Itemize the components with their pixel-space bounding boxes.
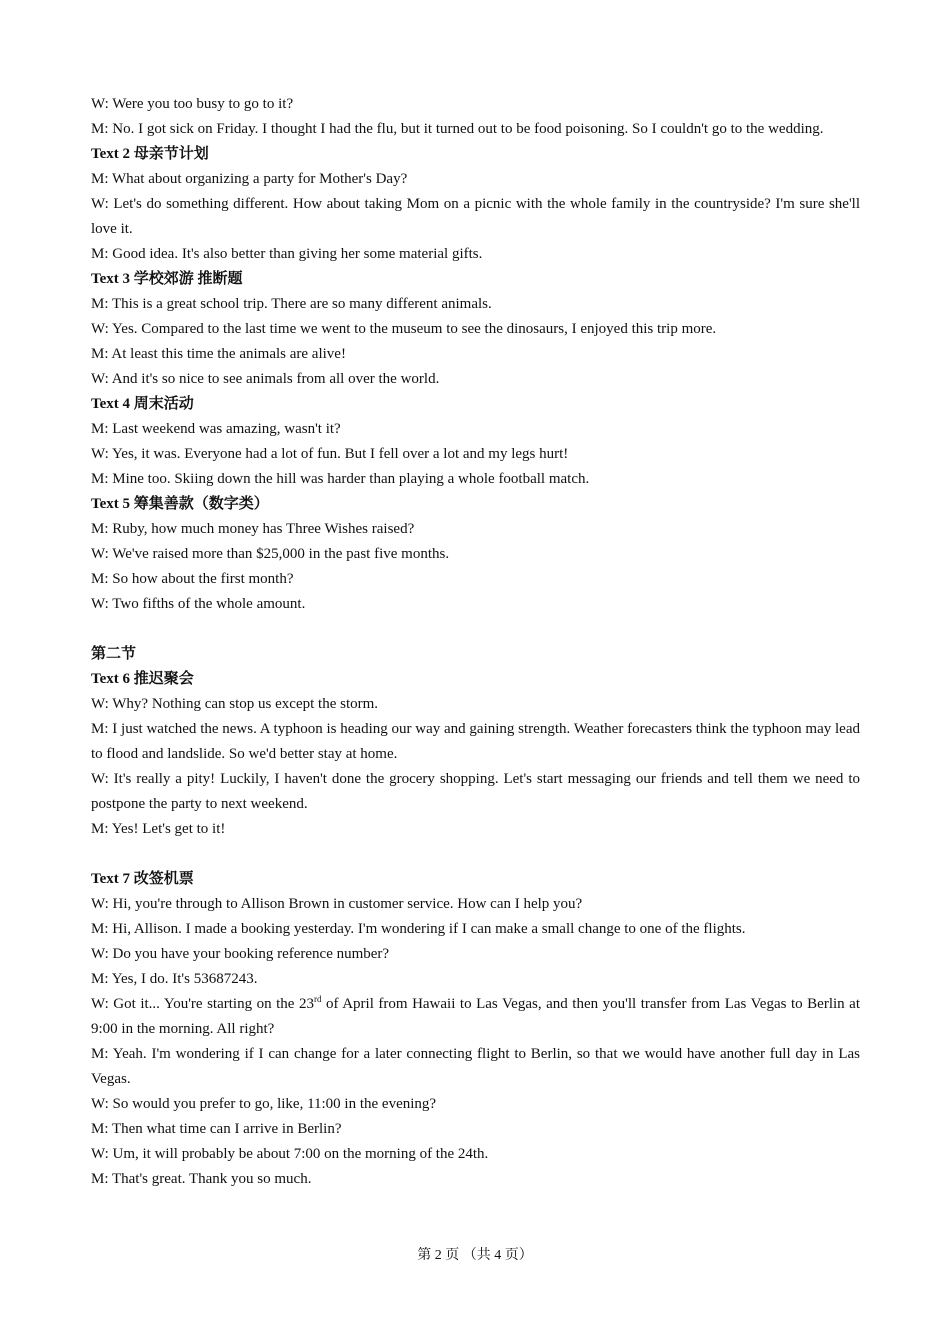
text2-heading: Text 2 母亲节计划 xyxy=(91,146,209,162)
blank-line xyxy=(91,842,860,867)
dialogue-line: M: Last weekend was amazing, wasn't it? xyxy=(91,421,341,437)
dialogue-line: W: Two fifths of the whole amount. xyxy=(91,596,306,612)
dialogue-line: M: Yes, I do. It's 53687243. xyxy=(91,971,258,987)
dialogue-line: W: Why? Nothing can stop us except the storm. xyxy=(91,696,379,712)
dialogue-line: W: And it's so nice to see animals from all over the world. xyxy=(91,371,440,387)
line-text: of April from Hawaii to Las Vegas, and then you'll transfer from Las Vegas to Berlin at 9:00 in the morning. All right? xyxy=(91,996,861,1037)
text4-heading: Text 4 周末活动 xyxy=(91,396,194,412)
dialogue-line: W: We've raised more than $25,000 in the past five months. xyxy=(91,546,450,562)
dialogue-line xyxy=(91,992,860,1042)
text7-heading: Text 7 改签机票 xyxy=(91,871,194,887)
dialogue-line: W: It's really a pity! Luckily, I haven't done the grocery shopping. Let's start messaging our friends and tell them we need to postpone the party to next weekend. xyxy=(91,771,860,812)
dialogue-line: W: Yes, it was. Everyone had a lot of fun. But I fell over a lot and my legs hurt! xyxy=(91,446,569,462)
dialogue-line: M: No. I got sick on Friday. I thought I had the flu, but it turned out to be food poisoning. So I couldn't go to the wedding. xyxy=(91,121,824,137)
dialogue-line: M: Ruby, how much money has Three Wishes raised? xyxy=(91,521,415,537)
dialogue-line: M: Yeah. I'm wondering if I can change for a later connecting flight to Berlin, so that we would have another full day in Las Vegas. xyxy=(91,1046,860,1087)
dialogue-line: W: Do you have your booking reference number? xyxy=(91,946,390,962)
dialogue-line: M: What about organizing a party for Mother's Day? xyxy=(91,171,408,187)
dialogue-line: W: Um, it will probably be about 7:00 on the morning of the 24th. xyxy=(91,1146,489,1162)
line-text: W: Got it... You're starting on the 23 xyxy=(91,996,314,1012)
dialogue-line: W: Let's do something different. How about taking Mom on a picnic with the whole family in the countryside? I'm sure she'll love it. xyxy=(91,196,860,237)
transcript-page xyxy=(91,92,860,1192)
dialogue-line: M: So how about the first month? xyxy=(91,571,294,587)
dialogue-line: M: Hi, Allison. I made a booking yesterday. I'm wondering if I can make a small change to one of the flights. xyxy=(91,921,746,937)
dialogue-line: M: At least this time the animals are alive! xyxy=(91,346,346,362)
dialogue-line: W: Yes. Compared to the last time we went to the museum to see the dinosaurs, I enjoyed this trip more. xyxy=(91,321,717,337)
dialogue-line: W: Were you too busy to go to it? xyxy=(91,96,294,112)
dialogue-line: M: This is a great school trip. There are so many different animals. xyxy=(91,296,492,312)
dialogue-line: W: So would you prefer to go, like, 11:00 in the evening? xyxy=(91,1096,437,1112)
page-number-footer: 第 2 页 （共 4 页） xyxy=(417,1248,533,1263)
blank-line xyxy=(91,617,860,642)
dialogue-line: M: Then what time can I arrive in Berlin? xyxy=(91,1121,342,1137)
dialogue-line: M: Mine too. Skiing down the hill was harder than playing a whole football match. xyxy=(91,471,590,487)
text5-heading: Text 5 筹集善款（数字类） xyxy=(91,496,269,512)
section2-title: 第二节 xyxy=(91,646,137,662)
dialogue-line: M: That's great. Thank you so much. xyxy=(91,1171,312,1187)
text6-heading: Text 6 推迟聚会 xyxy=(91,671,194,687)
ordinal-suffix: rd xyxy=(313,994,322,1004)
dialogue-line: M: I just watched the news. A typhoon is heading our way and gaining strength. Weather forecasters think the typhoon may lead to flood and landslide. So we'd better stay at home. xyxy=(91,721,860,762)
dialogue-line: W: Hi, you're through to Allison Brown in customer service. How can I help you? xyxy=(91,896,583,912)
dialogue-line: M: Good idea. It's also better than giving her some material gifts. xyxy=(91,246,483,262)
text3-heading: Text 3 学校郊游 推断题 xyxy=(91,271,243,287)
dialogue-line: M: Yes! Let's get to it! xyxy=(91,821,226,837)
